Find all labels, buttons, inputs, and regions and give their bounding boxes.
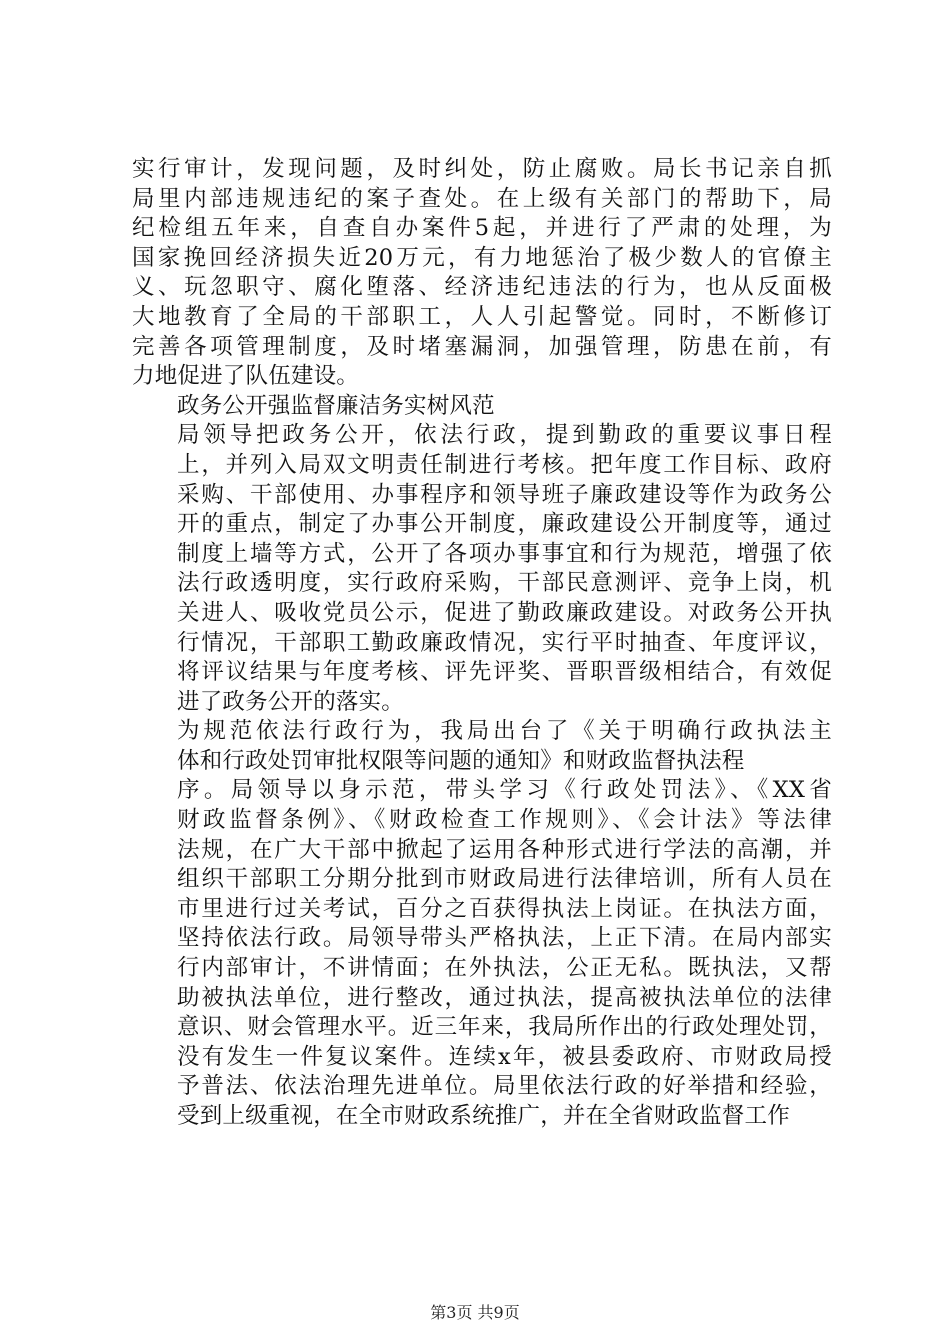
document-body [132, 155, 832, 1132]
text-line: 局领导把政务公开，依法行政，提到勤政的重要议事日程 [177, 422, 832, 449]
text-line: 将评议结果与年度考核、评先评奖、晋职晋级相结合，有效促 [177, 659, 832, 686]
text-line: 政务公开强监督廉洁务实树风范 [177, 392, 495, 419]
text-line: 大地教育了全局的干部职工，人人引起警觉。同时，不断修订 [132, 303, 832, 330]
text-line: 法规，在广大干部中掀起了运用各种形式进行学法的高潮，并 [177, 836, 832, 863]
text-line: 进了政务公开的落实。 [177, 688, 405, 715]
text-line: 行情况，干部职工勤政廉政情况，实行平时抽查、年度评议， [177, 629, 832, 656]
text-line: 财政监督条例》、《财政检查工作规则》、《会计法》等法律 [177, 807, 832, 834]
text-line: 开的重点，制定了办事公开制度，廉政建设公开制度等，通过 [177, 511, 832, 538]
text-line: 市里进行过关考试，百分之百获得执法上岗证。在执法方面， [177, 895, 832, 922]
paragraph [132, 717, 832, 776]
text-line: 序。局领导以身示范，带头学习《行政处罚法》、《XX省 [177, 777, 832, 804]
text-line: 行内部审计，不讲情面；在外执法，公正无私。既执法，又帮 [177, 955, 832, 982]
text-line: 完善各项管理制度，及时堵塞漏洞，加强管理，防患在前，有 [132, 333, 832, 360]
text-line: 没有发生一件复议案件。连续x年，被县委政府、市财政局授 [177, 1043, 832, 1070]
text-line: 予普法、依法治理先进单位。局里依法行政的好举措和经验， [177, 1073, 832, 1100]
text-line: 国家挽回经济损失近20万元，有力地惩治了极少数人的官僚主 [132, 244, 832, 271]
text-line: 纪检组五年来，自查自办案件5起，并进行了严肃的处理，为 [132, 215, 832, 242]
text-line: 受到上级重视，在全市财政系统推广，并在全省财政监督工作 [177, 1103, 790, 1129]
paragraph [132, 392, 832, 422]
text-line: 局里内部违规违纪的案子查处。在上级有关部门的帮助下，局 [132, 185, 832, 212]
paragraph [132, 155, 832, 392]
paragraph [132, 776, 832, 1131]
paragraph [132, 421, 832, 717]
text-line: 体和行政处罚审批权限等问题的通知》和财政监督执法程 [177, 747, 745, 774]
page-footer: 第3页 共9页 [430, 1303, 520, 1322]
text-line: 法行政透明度，实行政府采购，干部民意测评、竞争上岗，机 [177, 570, 832, 597]
text-line: 上，并列入局双文明责任制进行考核。把年度工作目标、政府 [177, 451, 832, 478]
text-line: 采购、干部使用、办事程序和领导班子廉政建设等作为政务公 [177, 481, 832, 508]
text-line: 助被执法单位，进行整改，通过执法，提高被执法单位的法律 [177, 984, 832, 1011]
text-line: 实行审计，发现问题，及时纠处，防止腐败。局长书记亲自抓 [132, 156, 832, 182]
text-line: 义、玩忽职守、腐化堕落、经济违纪违法的行为，也从反面极 [132, 274, 832, 301]
text-line: 坚持依法行政。局领导带头严格执法，上正下清。在局内部实 [177, 925, 832, 952]
text-line: 制度上墙等方式，公开了各项办事事宜和行为规范，增强了依 [177, 540, 832, 567]
text-line: 力地促进了队伍建设。 [132, 363, 360, 390]
text-line: 为规范依法行政行为，我局出台了《关于明确行政执法主 [177, 718, 832, 745]
text-line: 组织干部职工分期分批到市财政局进行法律培训，所有人员在 [177, 866, 832, 893]
text-line: 意识、财会管理水平。近三年来，我局所作出的行政处理处罚， [177, 1014, 832, 1041]
text-line: 关进人、吸收党员公示，促进了勤政廉政建设。对政务公开执 [177, 599, 832, 626]
